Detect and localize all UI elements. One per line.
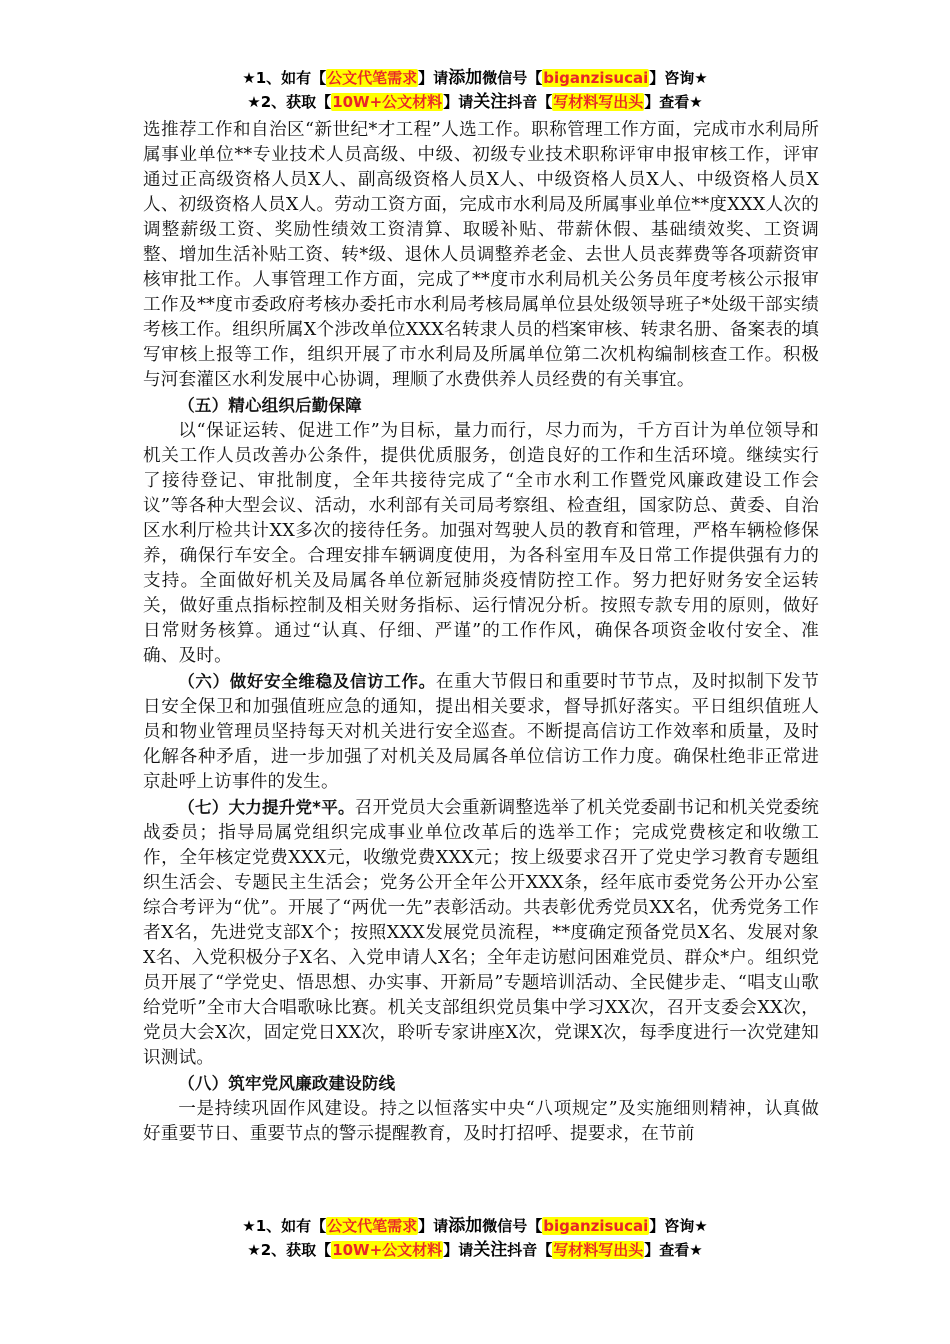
banner-text: 微信号【 [482,69,543,87]
banner-text: 抖音【 [507,93,553,111]
banner-text: 】查看★ [644,1241,703,1259]
banner-emphasis: 添加 [448,1216,483,1236]
paragraph-security [143,669,819,795]
banner-text: ★1、如有【 [242,1217,327,1235]
banner-text: 】咨询★ [649,69,708,87]
footer-banner [0,1214,950,1262]
document-body [143,118,819,1147]
banner-text: 】请 [418,1217,449,1235]
banner-text: 】请 [418,69,449,87]
banner-text: 】咨询★ [649,1217,708,1235]
heading-party: （七）大力提升党*平。 [178,798,355,817]
banner-text: 】请 [443,93,474,111]
highlight-douyin: 写材料写出头 [553,93,644,111]
highlight-douyin: 写材料写出头 [553,1241,644,1259]
banner-text: 微信号【 [482,1217,543,1235]
header-banner [0,66,950,114]
highlight-service: 公文代笔需求 [327,1217,418,1235]
banner-emphasis: 关注 [473,1240,508,1260]
banner-line-2 [0,90,950,114]
highlight-materials: 10W+公文材料 [332,93,443,111]
banner-text: 抖音【 [507,1241,553,1259]
paragraph-integrity: 一是持续巩固作风建设。持之以恒落实中央“八项规定”及实施细则精神，认真做好重要节日、重要节点的警示提醒教育，及时打招呼、提要求，在节前 [143,1099,819,1144]
banner-emphasis: 添加 [448,68,483,88]
highlight-wechat-id: biganzisucai [543,69,649,87]
heading-logistics: （五）精心组织后勤保障 [178,396,362,415]
banner-text: 】查看★ [644,93,703,111]
paragraph-personnel: 选推荐工作和自治区“新世纪*才工程”人选工作。职称管理工作方面，完成市水利局所属事业单位**专业技术人员高级、中级、初级专业技术职称评审申报审核工作，评审通过正高级资格人员X人、副高级资格人员X人、中级资格人员X人、中级资格人员X人、初级资格人员X人。劳动工资方面，完成市水利局及所属事业单位**度XXX人次的调整薪级工资、奖励性绩效工资清算、取暖补贴、带薪休假、基础绩效奖、工资调整、增加生活补贴工资、转*级、退休人员调整养老金、去世人员丧葬费等各项薪资审核审批工作。人事管理工作方面，完成了**度市水利局机关公务员年度考核公示报审工作及**度市委政府考核办委托市水利局考核局属单位县处级领导班子*处级干部实绩考核工作。组织所属X个涉改单位XXX名转隶人员的档案审核、转隶名册、备案表的填写审核上报等工作，组织开展了市水利局及所属单位第二次机构编制核查工作。积极与河套灌区水利发展中心协调，理顺了水费供养人员经费的有关事宜。 [143,120,819,390]
banner-emphasis: 关注 [473,92,508,112]
banner-text: ★2、获取【 [247,1241,332,1259]
highlight-wechat-id: biganzisucai [543,1217,649,1235]
section-heading-5 [143,393,819,419]
banner-line-1 [0,66,950,90]
paragraph-party [143,795,819,1071]
party-text: 召开党员大会重新调整选举了机关党委副书记和机关党委统战委员；指导局属党组织完成事业单位改革后的选举工作；完成党费核定和收缴工作，全年核定党费XXX元，收缴党费XXX元；按上级要求召开了党史学习教育专题组织生活会、专题民主生活会；党务公开全年公开XXX条，经年底市委党务公开办公室综合考评为“优”。开展了“两优一先”表彰活动。共表彰优秀党员XX名，优秀党务工作者X名，先进党支部X个；按照XXX发展党员流程，**度确定预备党员X名、发展对象X名、入党积极分子X名、入党申请人X名；全年走访慰问困难党员、群众*户。组织党员开展了“学党史、悟思想、办实事、开新局”专题培训活动、全民健步走、“唱支山歌给党听”全市大合唱歌咏比赛。机关支部组织党员集中学习XX次，召开支委会XX次，党员大会X次，固定党日XX次，聆听专家讲座X次，党课X次，每季度进行一次党建知识测试。 [143,798,819,1068]
banner-text: ★2、获取【 [247,93,332,111]
heading-integrity: （八）筑牢党风廉政建设防线 [178,1074,396,1093]
banner-line-1 [0,1214,950,1238]
banner-text: 】请 [443,1241,474,1259]
paragraph-logistics: 以“保证运转、促进工作”为目标，量力而行，尽力而为，千方百计为单位领导和机关工作人员改善办公条件，提供优质服务，创造良好的工作和生活环境。继续实行了接待登记、审批制度，全年共接待完成了“全市水利工作暨党风廉政建设工作会议”等各种大型会议、活动，水利部有关司局考察组、检查组，国家防总、黄委、自治区水利厅检共计XX多次的接待任务。加强对驾驶人员的教育和管理，严格车辆检修保养，确保行车安全。合理安排车辆调度使用，为各科室用车及日常工作提供强有力的支持。全面做好机关及局属各单位新冠肺炎疫情防控工作。努力把好财务安全运转关，做好重点指标控制及相关财务指标、运行情况分析。按照专款专用的原则，做好日常财务核算。通过“认真、仔细、严谨”的工作作风，确保各项资金收付安全、准确、及时。 [143,421,819,666]
highlight-materials: 10W+公文材料 [332,1241,443,1259]
banner-text: ★1、如有【 [242,69,327,87]
heading-security: （六）做好安全维稳及信访工作。 [178,672,436,691]
security-text: 在重大节假日和重要时节节点，及时拟制下发节日安全保卫和加强值班应急的通知，提出相关要求，督导抓好落实。平日组织值班人员和物业管理员坚持每天对机关进行安全巡查。不断提高信访工作效率和质量，及时化解各种矛盾，进一步加强了对机关及局属各单位信访工作力度。确保杜绝非正常进京赴呼上访事件的发生。 [143,672,820,792]
section-heading-8 [143,1071,819,1097]
banner-line-2 [0,1238,950,1262]
highlight-service: 公文代笔需求 [327,69,418,87]
